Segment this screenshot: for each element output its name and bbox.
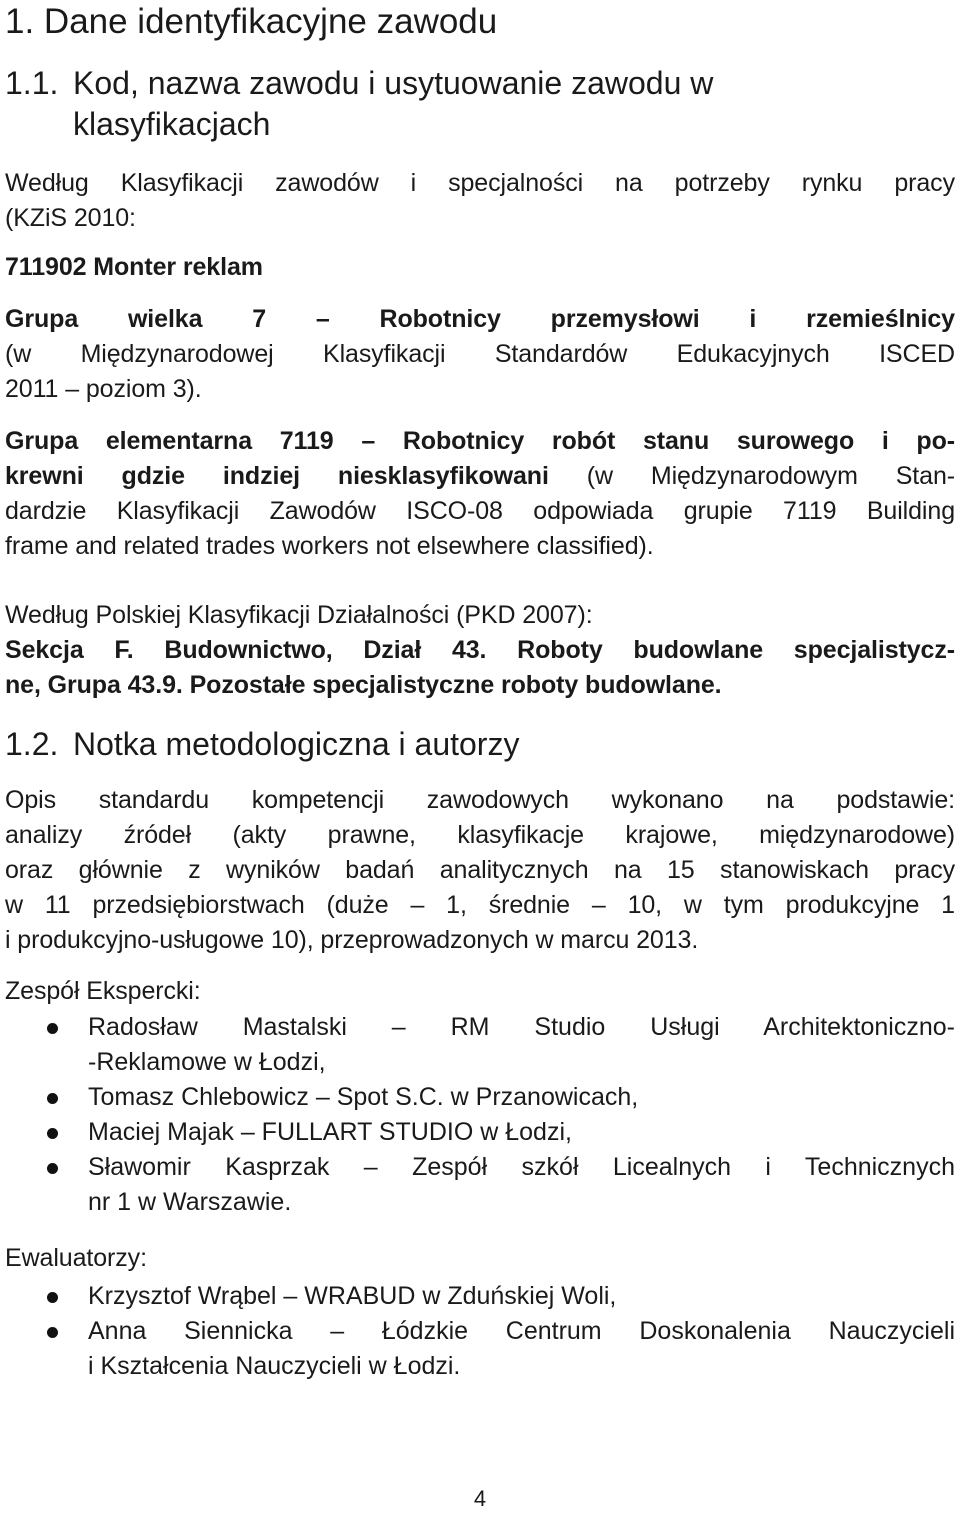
grupa-wielka-paragraph — [5, 302, 955, 407]
kzis-line: (KZiS 2010: — [5, 204, 136, 232]
pkd-paragraph — [5, 598, 955, 703]
list-item-text: Anna Siennicka – Łódzkie Centrum Doskonalenia Nauczycieli — [88, 1317, 955, 1345]
list-item-text: Radosław Mastalski – RM Studio Usługi Architektoniczno- — [88, 1013, 955, 1041]
bullet-icon — [47, 1093, 58, 1104]
list-item — [0, 1010, 955, 1080]
section-number: 1.1. — [5, 65, 59, 101]
opis-line: i produkcyjno-usługowe 10), przeprowadzonych w marcu 2013. — [5, 926, 699, 954]
list-item-text: Tomasz Chlebowicz – Spot S.C. w Przanowicach, — [88, 1083, 639, 1111]
list-item-text: i Kształcenia Nauczycieli w Łodzi. — [88, 1352, 461, 1380]
bullet-icon — [47, 1128, 58, 1139]
list-item-text: -Reklamowe w Łodzi, — [88, 1048, 326, 1076]
list-item — [0, 1279, 955, 1314]
bullet-icon — [47, 1327, 58, 1338]
grupa-elementarna-rest: (w Międzynarodowym Stan- — [548, 462, 955, 490]
list-item — [0, 1080, 955, 1115]
bullet-icon — [47, 1163, 58, 1174]
list-item — [0, 1115, 955, 1150]
list-item — [0, 1314, 955, 1384]
evaluators-label: Ewaluatorzy: — [5, 1244, 147, 1272]
pkd-line: Sekcja F. Budownictwo, Dział 43. Roboty budowlane specjalistycz- — [5, 636, 955, 664]
grupa-wielka-bold: Grupa wielka 7 – Robotnicy przemysłowi i rzemieślnicy — [5, 305, 955, 333]
evaluators-list — [0, 1279, 955, 1384]
list-item-text: Sławomir Kasprzak – Zespół szkół Licealnych i Technicznych — [88, 1153, 955, 1181]
opis-paragraph — [5, 783, 955, 958]
list-item-text: nr 1 w Warszawie. — [88, 1188, 292, 1216]
chapter-heading: 1. Dane identyfikacyjne zawodu — [5, 2, 498, 41]
bullet-icon — [47, 1023, 58, 1034]
grupa-elementarna-bold: krewni gdzie indziej niesklasyfikowani — [5, 462, 549, 490]
grupa-elementarna-paragraph — [5, 424, 955, 564]
list-item — [0, 1150, 955, 1220]
experts-label: Zespół Ekspercki: — [5, 977, 201, 1005]
opis-line: oraz głównie z wyników badań analitycznych na 15 stanowiskach pracy — [5, 856, 955, 884]
opis-line: w 11 przedsiębiorstwach (duże – 1, średnie – 10, w tym produkcyjne 1 — [5, 891, 955, 919]
opis-line: analizy źródeł (akty prawne, klasyfikacje krajowe, międzynarodowe) — [5, 821, 955, 849]
pkd-line: Według Polskiej Klasyfikacji Działalności (PKD 2007): — [5, 601, 593, 629]
grupa-wielka-line: (w Międzynarodowej Klasyfikacji Standardów Edukacyjnych ISCED — [5, 340, 955, 368]
pkd-line: ne, Grupa 43.9. Pozostałe specjalistyczne roboty budowlane. — [5, 671, 722, 699]
occupation-code-name: 711902 Monter reklam — [5, 253, 263, 281]
grupa-elementarna-line: Grupa elementarna 7119 – Robotnicy robót stanu surowego i po- — [5, 427, 955, 455]
grupa-elementarna-line — [5, 459, 955, 494]
kzis-line: Według Klasyfikacji zawodów i specjalności na potrzeby rynku pracy — [5, 169, 955, 197]
grupa-wielka-line: 2011 – poziom 3). — [5, 375, 202, 403]
grupa-elementarna-line: dardzie Klasyfikacji Zawodów ISCO-08 odpowiada grupie 7119 Building — [5, 497, 955, 525]
opis-line: Opis standardu kompetencji zawodowych wykonano na podstawie: — [5, 786, 955, 814]
page-number: 4 — [473, 1486, 487, 1511]
experts-list — [0, 1010, 955, 1220]
bullet-icon — [47, 1292, 58, 1303]
grupa-elementarna-line: frame and related trades workers not elsewhere classified). — [5, 532, 654, 560]
list-item-text: Maciej Majak – FULLART STUDIO w Łodzi, — [88, 1118, 572, 1146]
section-number: 1.2. — [5, 726, 59, 762]
section-title: Kod, nazwa zawodu i usytuowanie zawodu w klasyfikacjach — [73, 65, 714, 142]
kzis-paragraph — [5, 166, 955, 236]
list-item-text: Krzysztof Wrąbel – WRABUD w Zduńskiej Woli, — [88, 1282, 617, 1310]
section-title: Notka metodologiczna i autorzy — [73, 726, 520, 762]
